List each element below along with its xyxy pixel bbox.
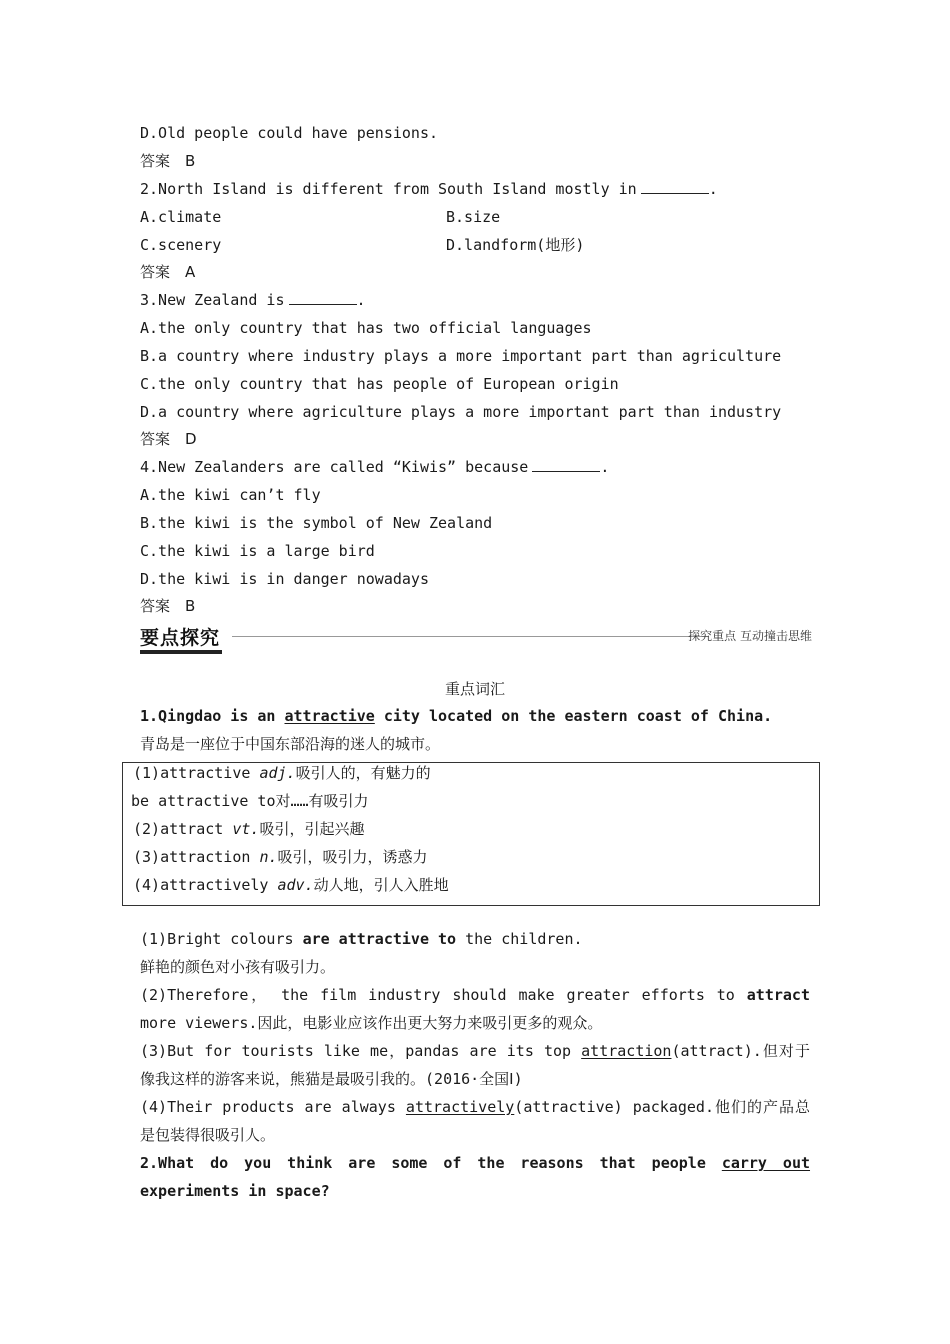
q2-answer: 答案 A	[140, 263, 196, 281]
q3-blank	[289, 289, 357, 305]
vocab-pos: n.	[259, 848, 278, 866]
vocab-word: (4)attractively	[133, 876, 269, 894]
item1-pre: 1.Qingdao is an	[140, 707, 276, 725]
item1-translation: 青岛是一座位于中国东部沿海的迷人的城市。	[140, 735, 441, 753]
example-4-post: (attractive) packaged.他们的产品总是包装得很吸引人。	[140, 1098, 810, 1144]
vocab-pos: vt.	[232, 820, 260, 838]
example-4	[140, 1093, 810, 1149]
q3-option-d: D.a country where agriculture plays a more important part than industry	[140, 403, 782, 421]
section-banner	[140, 622, 812, 658]
q4-answer: 答案 B	[140, 597, 196, 615]
vocab-line-4	[133, 845, 428, 869]
example-4-key: attractively	[405, 1098, 515, 1116]
q2-option-d: D.landform(地形)	[446, 236, 585, 254]
vocab-line-2: be attractive to对……有吸引力	[131, 792, 369, 810]
q3-option-a: A.the only country that has two official languages	[140, 319, 592, 337]
q4-stem-text: 4.New Zealanders are called “Kiwis” because	[140, 458, 529, 476]
example-1-pre: (1)Bright colours	[140, 930, 294, 948]
item2-pre: 2.What do you think are some of the reasons that people	[140, 1154, 706, 1172]
vocab-line-5	[133, 873, 449, 897]
vocab-line-3	[133, 817, 364, 841]
q4-option-a: A.the kiwi can’t fly	[140, 486, 321, 504]
example-1-post: the children.	[465, 930, 583, 948]
example-2-key: attract	[746, 986, 810, 1004]
q3-stem-end: .	[356, 291, 366, 309]
q3-stem	[140, 288, 366, 312]
vocab-pos: adv.	[277, 876, 314, 894]
item2-keyword: carry out	[721, 1154, 811, 1172]
example-1-translation: 鲜艳的颜色对小孩有吸引力。	[140, 958, 336, 976]
item1-post: city located on the eastern coast of China.	[383, 707, 773, 725]
q2-stem-end: .	[708, 180, 718, 198]
example-2-pre: (2)Therefore， the film industry should make greater efforts to	[140, 986, 735, 1004]
item1-sentence	[140, 704, 772, 728]
q2-stem	[140, 177, 718, 201]
example-3-key: attraction	[581, 1042, 672, 1060]
q2-option-b: B.size	[446, 208, 501, 226]
q2-option-c: C.scenery	[140, 236, 222, 254]
q3-stem-text: 3.New Zealand is	[140, 291, 285, 309]
q3-answer: 答案 D	[140, 430, 197, 448]
q4-stem	[140, 455, 609, 479]
example-2-post: more viewers.因此，电影业应该作出更大努力来吸引更多的观众。	[140, 1014, 603, 1032]
example-1	[140, 927, 583, 951]
item2-sentence	[140, 1149, 810, 1205]
q4-option-c: C.the kiwi is a large bird	[140, 542, 375, 560]
q1-answer: 答案 B	[140, 152, 196, 170]
example-3	[140, 1037, 810, 1093]
banner-divider	[232, 636, 708, 637]
q2-stem-text: 2.North Island is different from South Island mostly in	[140, 180, 637, 198]
vocab-def: 吸引人的，有魅力的	[295, 764, 431, 782]
example-3-pre: (3)But for tourists like me，pandas are its top	[140, 1042, 572, 1060]
example-3-post: (attract).但对于像我这样的游客来说，熊猫是最吸引我的。(2016·全国Ⅰ)	[140, 1042, 810, 1088]
vocab-word: (2)attract	[133, 820, 224, 838]
q3-option-b: B.a country where industry plays a more important part than agriculture	[140, 347, 782, 365]
item1-keyword: attractive	[284, 707, 375, 725]
q2-option-a: A.climate	[140, 208, 222, 226]
section-title: 重点词汇	[444, 680, 505, 698]
q1-option-d: D.Old people could have pensions.	[140, 124, 439, 142]
example-4-pre: (4)Their products are always	[140, 1098, 396, 1116]
q4-option-b: B.the kiwi is the symbol of New Zealand	[140, 514, 493, 532]
banner-tag-underline	[140, 650, 222, 654]
q4-option-d: D.the kiwi is in danger nowadays	[140, 570, 429, 588]
item2-post: experiments in space?	[140, 1182, 330, 1200]
q3-option-c: C.the only country that has people of European origin	[140, 375, 619, 393]
vocab-line-1	[133, 761, 431, 785]
vocab-box	[122, 762, 820, 906]
banner-tag: 要点探究	[140, 627, 221, 649]
vocab-pos: adj.	[259, 764, 296, 782]
vocab-word: (3)attraction	[133, 848, 251, 866]
vocab-def: 吸引，引起兴趣	[259, 820, 365, 838]
example-2	[140, 981, 810, 1037]
q4-blank	[532, 456, 600, 472]
q4-stem-end: .	[600, 458, 610, 476]
banner-right-text: 探究重点 互动撞击思维	[688, 629, 812, 643]
vocab-def: 动人地，引人入胜地	[313, 876, 449, 894]
example-1-key: are attractive to	[302, 930, 457, 948]
q2-blank	[641, 178, 709, 194]
vocab-word: (1)attractive	[133, 764, 251, 782]
vocab-def: 吸引，吸引力，诱惑力	[277, 848, 428, 866]
